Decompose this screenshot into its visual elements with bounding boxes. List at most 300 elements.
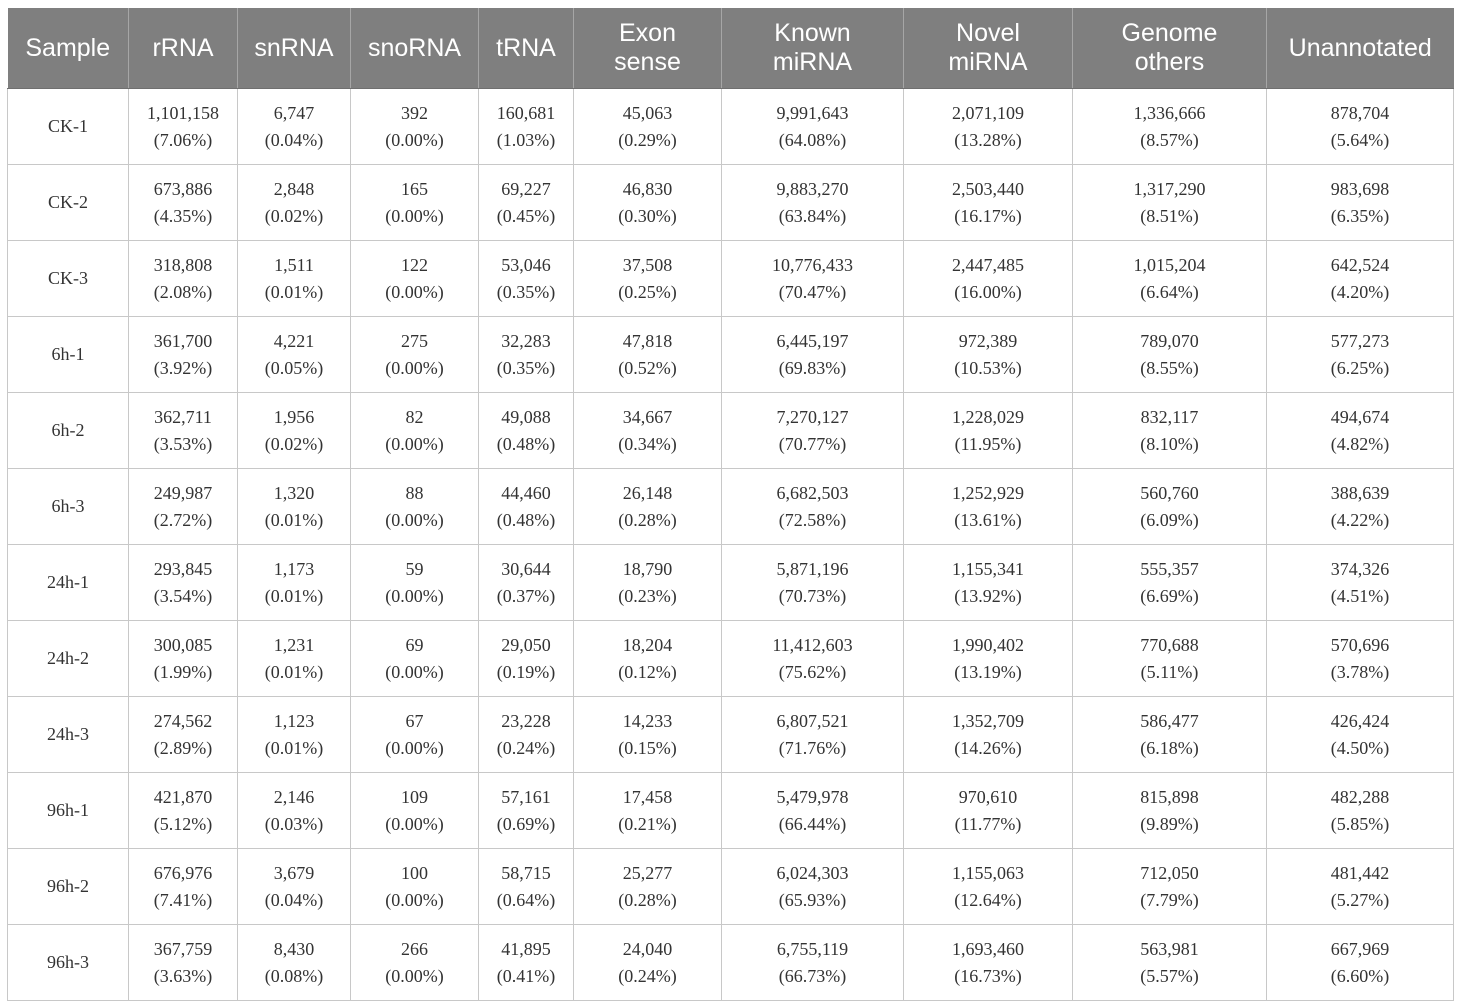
column-header	[1267, 8, 1454, 89]
table-cell	[351, 317, 479, 393]
sample-cell: 6h-3	[8, 469, 129, 545]
read-percentage: (0.48%)	[496, 433, 556, 454]
read-count: 815,898	[1140, 786, 1199, 807]
sample-cell: 96h-1	[8, 773, 129, 849]
read-count: 2,146	[273, 786, 315, 807]
read-count: 1,155,341	[952, 558, 1024, 579]
table-cell	[574, 925, 722, 1001]
read-count: 293,845	[153, 558, 213, 579]
table-cell	[1073, 89, 1267, 165]
table-cell	[479, 773, 574, 849]
read-percentage: (10.53%)	[954, 357, 1022, 378]
table-cell	[1267, 621, 1454, 697]
table-cell	[722, 89, 904, 165]
column-header	[479, 8, 574, 89]
table-cell	[351, 89, 479, 165]
read-percentage: (0.23%)	[618, 585, 677, 606]
read-percentage: (8.10%)	[1140, 433, 1199, 454]
table-cell	[574, 469, 722, 545]
table-cell	[1267, 849, 1454, 925]
read-count: 5,871,196	[776, 558, 849, 579]
read-count: 18,790	[622, 558, 673, 579]
read-percentage: (0.48%)	[496, 509, 556, 530]
read-count: 109	[401, 786, 428, 807]
table-cell	[904, 773, 1073, 849]
column-header	[129, 8, 238, 89]
read-count: 18,204	[622, 634, 673, 655]
column-header-text: Known	[774, 19, 851, 47]
read-percentage: (0.15%)	[618, 737, 677, 758]
table-cell	[129, 773, 238, 849]
read-percentage: (6.25%)	[1330, 357, 1390, 378]
srna-annotation-table	[7, 8, 1454, 1001]
read-percentage: (4.22%)	[1330, 509, 1390, 530]
read-percentage: (0.41%)	[496, 965, 556, 986]
read-percentage: (3.53%)	[153, 433, 213, 454]
read-percentage: (0.01%)	[264, 509, 324, 530]
read-percentage: (0.19%)	[496, 661, 556, 682]
table-body	[8, 89, 1454, 1001]
read-count: 59	[405, 558, 424, 579]
read-count: 1,252,929	[952, 482, 1024, 503]
table-cell	[722, 621, 904, 697]
read-count: 57,161	[501, 786, 551, 807]
read-count: 6,445,197	[776, 330, 849, 351]
table-row	[8, 697, 1454, 773]
read-count: 266	[401, 938, 428, 959]
table-cell	[1267, 393, 1454, 469]
read-count: 2,503,440	[952, 178, 1024, 199]
table-cell	[722, 165, 904, 241]
table-cell	[904, 545, 1073, 621]
read-percentage: (0.01%)	[264, 737, 324, 758]
read-count: 69	[405, 634, 424, 655]
read-count: 560,760	[1140, 482, 1199, 503]
read-count: 88	[405, 482, 424, 503]
table-cell	[1267, 469, 1454, 545]
table-cell	[1267, 317, 1454, 393]
read-count: 770,688	[1140, 634, 1199, 655]
read-percentage: (5.85%)	[1330, 813, 1390, 834]
table-row	[8, 241, 1454, 317]
table-cell	[904, 697, 1073, 773]
read-percentage: (0.28%)	[618, 889, 677, 910]
read-percentage: (0.35%)	[496, 357, 556, 378]
table-cell	[129, 165, 238, 241]
read-count: 100	[401, 862, 428, 883]
read-count: 67	[405, 710, 424, 731]
read-percentage: (9.89%)	[1140, 813, 1199, 834]
read-count: 49,088	[501, 406, 551, 427]
table-cell	[238, 621, 351, 697]
read-percentage: (11.95%)	[954, 433, 1022, 454]
read-count: 23,228	[501, 710, 551, 731]
table-cell	[238, 241, 351, 317]
read-percentage: (70.77%)	[778, 433, 847, 454]
table-cell	[722, 469, 904, 545]
table-cell	[129, 621, 238, 697]
read-count: 970,610	[958, 786, 1018, 807]
read-count: 494,674	[1330, 406, 1390, 427]
table-cell	[238, 849, 351, 925]
read-percentage: (4.51%)	[1330, 585, 1390, 606]
read-count: 421,870	[153, 786, 213, 807]
read-count: 1,511	[274, 254, 314, 275]
read-percentage: (0.12%)	[618, 661, 677, 682]
read-percentage: (0.28%)	[618, 509, 677, 530]
read-percentage: (70.47%)	[778, 281, 847, 302]
read-count: 6,682,503	[776, 482, 849, 503]
read-count: 392	[401, 102, 428, 123]
table-row	[8, 773, 1454, 849]
table-cell	[129, 89, 238, 165]
read-percentage: (4.50%)	[1330, 737, 1390, 758]
read-count: 6,747	[273, 102, 315, 123]
sample-cell: CK-3	[8, 241, 129, 317]
table-cell	[574, 393, 722, 469]
read-percentage: (0.69%)	[496, 813, 556, 834]
read-count: 47,818	[622, 330, 673, 351]
read-percentage: (0.04%)	[264, 889, 324, 910]
table-cell	[351, 393, 479, 469]
read-percentage: (69.83%)	[778, 357, 847, 378]
read-count: 676,976	[153, 862, 213, 883]
table-cell	[574, 545, 722, 621]
read-count: 1,101,158	[147, 102, 219, 123]
table-cell	[722, 925, 904, 1001]
column-header-text: snoRNA	[367, 33, 462, 62]
read-percentage: (0.00%)	[385, 813, 444, 834]
table-cell	[351, 621, 479, 697]
read-percentage: (0.21%)	[618, 813, 677, 834]
column-header-text: Sample	[25, 33, 111, 62]
table-cell	[238, 393, 351, 469]
read-percentage: (5.57%)	[1140, 965, 1199, 986]
read-count: 9,883,270	[776, 178, 849, 199]
read-count: 4,221	[273, 330, 315, 351]
table-cell	[238, 773, 351, 849]
read-count: 9,991,643	[776, 102, 849, 123]
read-percentage: (12.64%)	[954, 889, 1022, 910]
table-cell	[351, 241, 479, 317]
table-cell	[351, 545, 479, 621]
read-count: 1,317,290	[1133, 178, 1206, 199]
read-percentage: (13.19%)	[954, 661, 1022, 682]
read-percentage: (0.00%)	[385, 889, 444, 910]
read-percentage: (0.05%)	[264, 357, 324, 378]
table-cell	[574, 165, 722, 241]
table-cell	[722, 849, 904, 925]
read-percentage: (2.72%)	[153, 509, 213, 530]
read-percentage: (3.54%)	[153, 585, 213, 606]
read-count: 1,990,402	[952, 634, 1024, 655]
table-cell	[479, 241, 574, 317]
table-cell	[351, 469, 479, 545]
table-cell	[1073, 697, 1267, 773]
table-cell	[574, 241, 722, 317]
table-cell	[479, 849, 574, 925]
read-percentage: (0.25%)	[618, 281, 677, 302]
sample-cell: 24h-1	[8, 545, 129, 621]
table-cell	[238, 165, 351, 241]
table-cell	[1267, 241, 1454, 317]
read-count: 789,070	[1140, 330, 1199, 351]
read-count: 11,412,603	[772, 634, 853, 655]
read-percentage: (0.37%)	[496, 585, 556, 606]
read-count: 2,071,109	[952, 102, 1024, 123]
table-cell	[238, 89, 351, 165]
read-count: 426,424	[1330, 710, 1390, 731]
table-cell	[904, 317, 1073, 393]
table-cell	[1073, 925, 1267, 1001]
read-percentage: (13.92%)	[954, 585, 1022, 606]
read-count: 29,050	[501, 634, 551, 655]
read-count: 563,981	[1140, 938, 1199, 959]
read-count: 37,508	[622, 254, 673, 275]
read-percentage: (66.73%)	[778, 965, 847, 986]
read-count: 1,693,460	[952, 938, 1024, 959]
read-count: 2,848	[273, 178, 315, 199]
table-cell	[574, 621, 722, 697]
read-percentage: (3.78%)	[1330, 661, 1390, 682]
table-cell	[351, 165, 479, 241]
read-percentage: (1.03%)	[496, 129, 556, 150]
table-cell	[479, 89, 574, 165]
table-cell	[722, 241, 904, 317]
table-cell	[1073, 241, 1267, 317]
read-count: 832,117	[1140, 406, 1199, 427]
table-row	[8, 165, 1454, 241]
read-count: 972,389	[958, 330, 1018, 351]
read-count: 6,807,521	[776, 710, 849, 731]
read-count: 41,895	[501, 938, 551, 959]
table-cell	[904, 165, 1073, 241]
read-count: 3,679	[273, 862, 315, 883]
read-count: 53,046	[501, 254, 551, 275]
table-cell	[904, 241, 1073, 317]
table-row	[8, 393, 1454, 469]
table-row	[8, 89, 1454, 165]
column-header-text: miRNA	[948, 48, 1028, 76]
read-percentage: (0.24%)	[496, 737, 556, 758]
read-count: 361,700	[153, 330, 213, 351]
table-cell	[904, 393, 1073, 469]
read-count: 82	[405, 406, 424, 427]
read-count: 14,233	[622, 710, 673, 731]
read-percentage: (0.04%)	[264, 129, 324, 150]
table-cell	[129, 545, 238, 621]
table-cell	[904, 849, 1073, 925]
read-count: 8,430	[273, 938, 315, 959]
sample-cell: 96h-3	[8, 925, 129, 1001]
read-percentage: (8.57%)	[1140, 129, 1199, 150]
read-count: 32,283	[501, 330, 551, 351]
read-percentage: (0.02%)	[264, 433, 324, 454]
read-percentage: (6.64%)	[1140, 281, 1199, 302]
read-percentage: (6.69%)	[1140, 585, 1199, 606]
table-cell	[129, 697, 238, 773]
column-header-text: Genome	[1121, 19, 1218, 47]
read-percentage: (7.41%)	[153, 889, 213, 910]
read-percentage: (72.58%)	[778, 509, 847, 530]
table-cell	[129, 241, 238, 317]
table-cell	[351, 697, 479, 773]
read-percentage: (0.01%)	[264, 661, 324, 682]
read-percentage: (0.35%)	[496, 281, 556, 302]
read-count: 362,711	[154, 406, 212, 427]
read-percentage: (8.55%)	[1140, 357, 1199, 378]
table-cell	[129, 469, 238, 545]
table-cell	[574, 697, 722, 773]
table-cell	[574, 317, 722, 393]
read-count: 6,755,119	[776, 938, 849, 959]
table-cell	[479, 621, 574, 697]
read-count: 274,562	[153, 710, 213, 731]
read-percentage: (63.84%)	[778, 205, 847, 226]
read-percentage: (7.79%)	[1140, 889, 1199, 910]
table-cell	[1267, 545, 1454, 621]
table-cell	[1267, 89, 1454, 165]
sample-cell: 96h-2	[8, 849, 129, 925]
read-count: 30,644	[501, 558, 551, 579]
read-count: 367,759	[153, 938, 213, 959]
table-cell	[129, 317, 238, 393]
column-header-text: miRNA	[772, 48, 853, 76]
read-percentage: (8.51%)	[1140, 205, 1199, 226]
table-cell	[129, 849, 238, 925]
read-percentage: (14.26%)	[954, 737, 1022, 758]
table-cell	[479, 469, 574, 545]
column-header-text: sense	[614, 48, 681, 76]
table-row	[8, 545, 1454, 621]
table-cell	[238, 317, 351, 393]
read-count: 24,040	[622, 938, 673, 959]
column-header-text: rRNA	[152, 33, 214, 62]
read-percentage: (4.20%)	[1330, 281, 1390, 302]
read-count: 878,704	[1330, 102, 1390, 123]
sample-cell: 24h-2	[8, 621, 129, 697]
read-percentage: (1.99%)	[153, 661, 213, 682]
table-cell	[1267, 925, 1454, 1001]
table-cell	[479, 317, 574, 393]
table-cell	[479, 165, 574, 241]
sample-cell: 6h-1	[8, 317, 129, 393]
read-percentage: (0.00%)	[385, 965, 444, 986]
table-cell	[351, 773, 479, 849]
read-percentage: (3.63%)	[153, 965, 213, 986]
table-cell	[904, 89, 1073, 165]
read-count: 570,696	[1330, 634, 1390, 655]
column-header	[574, 8, 722, 89]
read-percentage: (75.62%)	[778, 661, 847, 682]
read-percentage: (0.00%)	[385, 737, 444, 758]
read-percentage: (64.08%)	[778, 129, 847, 150]
table-cell	[1267, 697, 1454, 773]
table-cell	[479, 697, 574, 773]
read-percentage: (6.60%)	[1330, 965, 1390, 986]
read-count: 1,320	[273, 482, 315, 503]
read-count: 58,715	[501, 862, 551, 883]
read-percentage: (16.00%)	[954, 281, 1022, 302]
read-count: 2,447,485	[952, 254, 1024, 275]
column-header	[904, 8, 1073, 89]
read-percentage: (0.00%)	[385, 433, 444, 454]
read-count: 642,524	[1330, 254, 1390, 275]
read-percentage: (0.00%)	[385, 509, 444, 530]
read-count: 318,808	[153, 254, 213, 275]
table-row	[8, 849, 1454, 925]
table-row	[8, 925, 1454, 1001]
column-header-text: others	[1134, 48, 1205, 76]
read-percentage: (0.52%)	[618, 357, 677, 378]
read-count: 673,886	[153, 178, 213, 199]
read-percentage: (6.35%)	[1330, 205, 1390, 226]
read-percentage: (0.34%)	[618, 433, 677, 454]
column-header-text: Exon	[619, 19, 676, 47]
table-cell	[238, 697, 351, 773]
column-header	[1073, 8, 1267, 89]
sample-cell: 24h-3	[8, 697, 129, 773]
table-cell	[129, 393, 238, 469]
sample-cell: 6h-2	[8, 393, 129, 469]
read-percentage: (0.64%)	[496, 889, 556, 910]
column-header-text: tRNA	[496, 33, 556, 62]
table-cell	[351, 849, 479, 925]
table-cell	[904, 925, 1073, 1001]
read-percentage: (5.11%)	[1140, 661, 1199, 682]
read-percentage: (0.45%)	[496, 205, 556, 226]
sample-cell: CK-1	[8, 89, 129, 165]
read-count: 1,228,029	[952, 406, 1024, 427]
table-row	[8, 469, 1454, 545]
read-count: 1,173	[273, 558, 315, 579]
read-count: 249,987	[153, 482, 213, 503]
read-percentage: (3.92%)	[153, 357, 213, 378]
read-percentage: (0.01%)	[264, 281, 324, 302]
read-count: 1,155,063	[952, 862, 1024, 883]
read-count: 983,698	[1330, 178, 1390, 199]
table-cell	[1073, 545, 1267, 621]
table-cell	[1073, 317, 1267, 393]
sample-cell: CK-2	[8, 165, 129, 241]
table-cell	[904, 469, 1073, 545]
read-count: 555,357	[1140, 558, 1199, 579]
read-count: 482,288	[1330, 786, 1390, 807]
table-cell	[1073, 165, 1267, 241]
table-cell	[479, 925, 574, 1001]
read-count: 300,085	[153, 634, 213, 655]
read-count: 712,050	[1140, 862, 1199, 883]
read-percentage: (11.77%)	[954, 813, 1022, 834]
read-percentage: (0.00%)	[385, 357, 444, 378]
read-percentage: (66.44%)	[778, 813, 847, 834]
read-percentage: (13.28%)	[954, 129, 1022, 150]
read-count: 1,231	[273, 634, 315, 655]
read-count: 25,277	[622, 862, 673, 883]
table-cell	[238, 925, 351, 1001]
table-container	[7, 8, 1453, 1001]
read-percentage: (4.35%)	[153, 205, 213, 226]
read-count: 1,352,709	[952, 710, 1024, 731]
read-count: 586,477	[1140, 710, 1199, 731]
table-cell	[1073, 621, 1267, 697]
column-header	[722, 8, 904, 89]
column-header	[8, 8, 129, 89]
table-row	[8, 621, 1454, 697]
read-percentage: (0.30%)	[618, 205, 677, 226]
read-percentage: (2.08%)	[153, 281, 213, 302]
read-percentage: (5.12%)	[153, 813, 213, 834]
